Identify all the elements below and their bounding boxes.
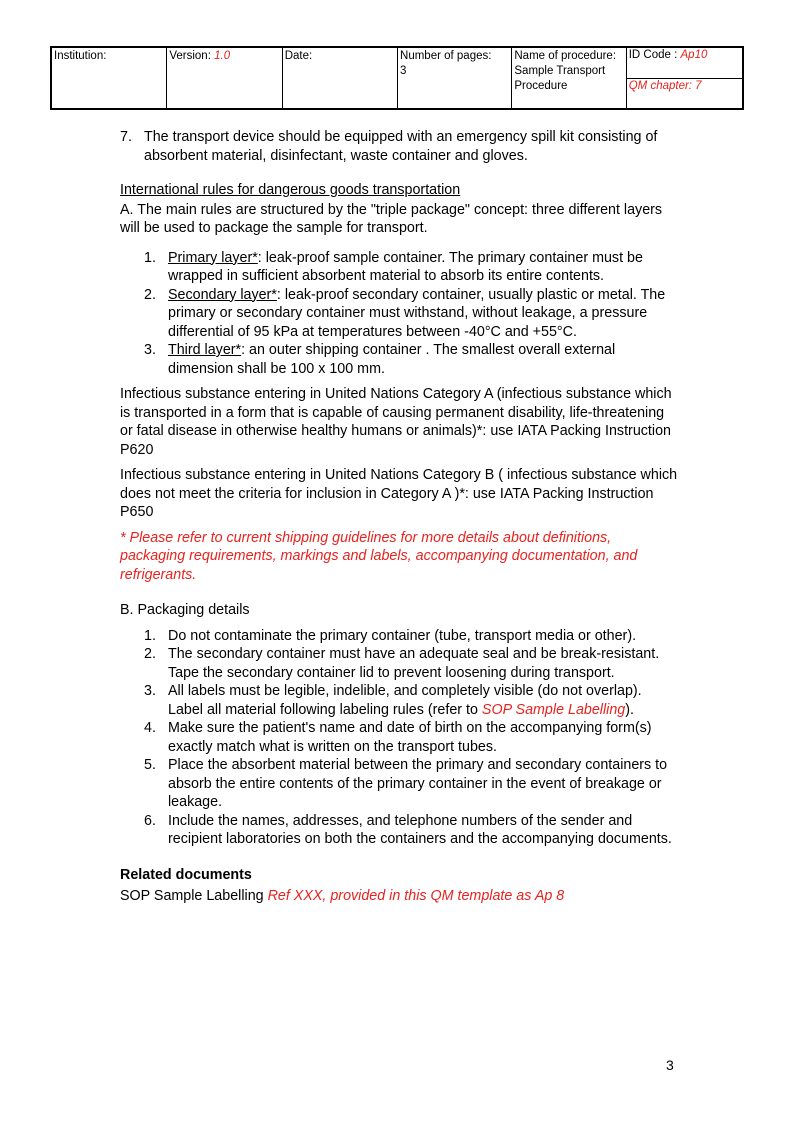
list-item [120,341,680,378]
list-item [120,756,680,812]
list-item-7 [120,128,680,165]
list-item [120,719,680,756]
qm-chapter: QM chapter: 7 [627,78,742,108]
list-number: 3. [144,683,156,699]
list-number: 1. [144,627,156,644]
list-item [120,645,680,682]
layers-list [120,249,680,379]
version-value: 1.0 [214,50,231,62]
list-number: 2. [144,646,156,662]
pages-label: Number of pages: [400,50,492,62]
date-label: Date: [284,50,313,62]
list-number: 7. [120,129,132,145]
list-text-end: ). [625,701,634,718]
list-text: The secondary container must have an adequate seal and be break-resistant. Tape the secondary container lid to prevent loosening during transport. [168,646,660,681]
list-number: 6. [144,812,156,829]
header-procedure-cell [512,48,626,108]
header-table [50,46,744,110]
list-number: 1. [144,249,156,266]
list-number: 2. [144,286,156,303]
procedure-label: Name of procedure: [514,50,617,62]
list-item [120,286,680,342]
sop-reference: SOP Sample Labelling [481,701,626,718]
id-value: Ap10 [680,49,708,61]
triple-package-intro: A. The main rules are structured by the "triple package" concept: three different layers will be used to package the sample for transport. [120,201,663,236]
list-number: 4. [144,720,156,736]
related-doc-ref: Ref XXX, provided in this QM template as Ap 8 [267,888,565,904]
shipping-note: * Please refer to current shipping guidelines for more details about definitions, packaging requirements, markings and labels, accompanying documentation, and refrigerants. [120,529,638,583]
international-heading: International rules for dangerous goods transportation [120,182,461,198]
list-text: Place the absorbent material between the primary and secondary containers to absorb the entire contents of the primary container in the event of breakage or leakage. [168,757,668,810]
list-number: 3. [144,342,156,358]
version-label: Version: [169,50,211,62]
list-item [120,812,680,849]
category-b-paragraph: Infectious substance entering in United Nations Category B ( infectious substance which does not meet the criteria for inclusion in Category A )*: use IATA Packing Instruction P650 [120,467,678,520]
list-number: 5. [144,757,156,773]
list-text: The transport device should be equipped with an emergency spill kit consisting of absorbent material, disinfectant, waste container and gloves. [144,129,658,164]
list-item [120,249,680,286]
related-doc-name: SOP Sample Labelling [120,888,264,904]
layer-title: Third layer* [168,342,242,358]
header-id-cell [627,48,742,108]
main-content [120,128,680,906]
category-a-paragraph: Infectious substance entering in United Nations Category A (infectious substance which is transported in a form that is capable of causing permanent disability, life-threatening or fatal disease in otherwise healthy humans or animals)*: use IATA Packing Instruction P620 [120,386,672,458]
related-documents-heading: Related documents [120,866,252,883]
id-code-row [627,48,742,78]
header-pages-cell [398,48,512,108]
list-text: Include the names, addresses, and telephone numbers of the sender and recipient laboratories on both the containers and the accompanying documents. [168,812,672,847]
list-item [120,682,680,719]
layer-title: Primary layer* [168,249,258,266]
layer-text: : leak-proof secondary container, usually plastic or metal. The primary or secondary container must withstand, without leakage, a pressure differential of 95 kPa at temperatures between -40°C and +55°C. [168,286,666,340]
procedure-value: Sample Transport Procedure [514,65,606,92]
pages-value: 3 [400,65,407,77]
list-text: All labels must be legible, indelible, and completely visible (do not overlap). Label all material following labeling rules (refer to [168,683,642,718]
header-date-cell [283,48,398,108]
list-text: Make sure the patient's name and date of birth on the accompanying form(s) exactly match what is written on the transport tubes. [168,720,652,755]
packaging-list [120,627,680,849]
institution-label: Institution: [54,50,107,62]
list-text: Do not contaminate the primary container (tube, transport media or other). [168,627,637,644]
page-number: 3 [666,1057,674,1073]
layer-text: : leak-proof sample container. The primary container must be wrapped in sufficient absorbent material to absorb its entire contents. [168,249,643,284]
packaging-heading: B. Packaging details [120,602,250,618]
related-document-line [120,887,680,906]
list-item [120,627,680,646]
layer-text: : an outer shipping container . The smallest overall external dimension shall be 100 x 100 mm. [168,342,616,377]
id-label: ID Code : [628,49,678,61]
header-institution-cell [52,48,167,108]
layer-title: Secondary layer* [168,286,277,303]
header-version-cell [167,48,282,108]
